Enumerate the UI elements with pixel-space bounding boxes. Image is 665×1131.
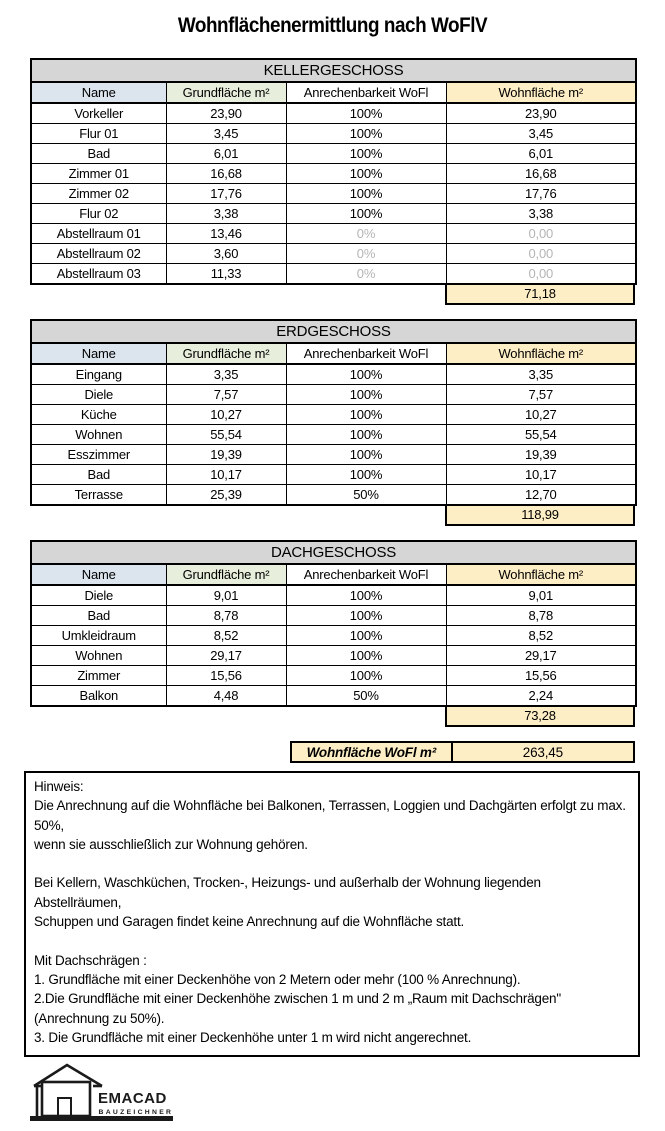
table-row xyxy=(31,445,636,465)
column-header-name: Name xyxy=(31,564,166,585)
cell-anrechenbarkeit: 100% xyxy=(286,666,446,686)
cell-name: Zimmer xyxy=(31,666,166,686)
cell-grundflaeche: 8,78 xyxy=(166,606,286,626)
cell-grundflaeche: 17,76 xyxy=(166,184,286,204)
cell-anrechenbarkeit: 100% xyxy=(286,164,446,184)
table-row xyxy=(31,224,636,244)
cell-anrechenbarkeit: 100% xyxy=(286,425,446,445)
cell-grundflaeche: 11,33 xyxy=(166,264,286,285)
table-row xyxy=(31,686,636,707)
note-line: Bei Kellern, Waschküchen, Trocken-, Heizungs- und außerhalb der Wohnung liegenden Abstellräumen, xyxy=(34,875,544,910)
table-row xyxy=(31,646,636,666)
notes-box xyxy=(24,771,640,1057)
note-line xyxy=(34,854,630,873)
table-row xyxy=(31,364,636,385)
column-header-wohnflaeche: Wohnfläche m² xyxy=(446,343,636,364)
cell-anrechenbarkeit: 100% xyxy=(286,626,446,646)
brand-name: EMACAD xyxy=(98,1090,167,1108)
document-page xyxy=(0,14,665,1131)
floor-table xyxy=(30,540,637,707)
cell-name: Vorkeller xyxy=(31,103,166,124)
cell-anrechenbarkeit: 0% xyxy=(286,224,446,244)
cell-anrechenbarkeit: 100% xyxy=(286,124,446,144)
cell-name: Bad xyxy=(31,465,166,485)
floor-total: 71,18 xyxy=(445,285,635,305)
cell-grundflaeche: 13,46 xyxy=(166,224,286,244)
floor-section-dachgeschoss xyxy=(30,540,635,727)
cell-wohnflaeche: 0,00 xyxy=(446,244,636,264)
cell-name: Zimmer 02 xyxy=(31,184,166,204)
page-title: Wohnflächenermittlung nach WoFlV xyxy=(177,14,488,37)
grand-total-row xyxy=(290,741,635,763)
cell-wohnflaeche: 9,01 xyxy=(446,585,636,606)
floor-banner: DACHGESCHOSS xyxy=(31,541,636,564)
cell-name: Abstellraum 01 xyxy=(31,224,166,244)
floor-total: 118,99 xyxy=(445,506,635,526)
cell-wohnflaeche: 7,57 xyxy=(446,385,636,405)
cell-anrechenbarkeit: 50% xyxy=(286,686,446,707)
table-row xyxy=(31,144,636,164)
cell-wohnflaeche: 15,56 xyxy=(446,666,636,686)
note-line xyxy=(34,931,630,950)
column-header-name: Name xyxy=(31,82,166,103)
table-row xyxy=(31,606,636,626)
table-row xyxy=(31,666,636,686)
cell-anrechenbarkeit: 100% xyxy=(286,385,446,405)
cell-name: Zimmer 01 xyxy=(31,164,166,184)
cell-grundflaeche: 15,56 xyxy=(166,666,286,686)
cell-anrechenbarkeit: 100% xyxy=(286,103,446,124)
cell-grundflaeche: 8,52 xyxy=(166,626,286,646)
floor-banner: KELLERGESCHOSS xyxy=(31,59,636,82)
column-header-wohnflaeche: Wohnfläche m² xyxy=(446,564,636,585)
cell-name: Flur 01 xyxy=(31,124,166,144)
cell-wohnflaeche: 55,54 xyxy=(446,425,636,445)
table-row xyxy=(31,124,636,144)
column-header-grundflaeche: Grundfläche m² xyxy=(166,82,286,103)
cell-grundflaeche: 3,38 xyxy=(166,204,286,224)
cell-anrechenbarkeit: 100% xyxy=(286,204,446,224)
column-header-anrechenbarkeit: Anrechenbarkeit WoFl xyxy=(286,564,446,585)
cell-grundflaeche: 29,17 xyxy=(166,646,286,666)
cell-anrechenbarkeit: 100% xyxy=(286,184,446,204)
cell-name: Terrasse xyxy=(31,485,166,506)
grand-total-value: 263,45 xyxy=(451,741,635,763)
cell-name: Bad xyxy=(31,606,166,626)
cell-wohnflaeche: 12,70 xyxy=(446,485,636,506)
cell-grundflaeche: 10,17 xyxy=(166,465,286,485)
company-logo xyxy=(30,1062,635,1131)
cell-wohnflaeche: 0,00 xyxy=(446,264,636,285)
cell-wohnflaeche: 0,00 xyxy=(446,224,636,244)
cell-grundflaeche: 19,39 xyxy=(166,445,286,465)
column-header-wohnflaeche: Wohnfläche m² xyxy=(446,82,636,103)
cell-wohnflaeche: 17,76 xyxy=(446,184,636,204)
column-header-grundflaeche: Grundfläche m² xyxy=(166,564,286,585)
table-row xyxy=(31,244,636,264)
cell-grundflaeche: 23,90 xyxy=(166,103,286,124)
column-header-grundflaeche: Grundfläche m² xyxy=(166,343,286,364)
cell-grundflaeche: 6,01 xyxy=(166,144,286,164)
note-line: Mit Dachschrägen : xyxy=(34,952,147,968)
cell-name: Umkleidraum xyxy=(31,626,166,646)
cell-anrechenbarkeit: 0% xyxy=(286,264,446,285)
note-line: 1. Grundfläche mit einer Deckenhöhe von 2 Metern oder mehr (100 % Anrechnung). xyxy=(34,971,521,987)
table-row xyxy=(31,184,636,204)
cell-wohnflaeche: 6,01 xyxy=(446,144,636,164)
note-line: (Anrechnung zu 50%). xyxy=(34,1010,165,1026)
cell-wohnflaeche: 2,24 xyxy=(446,686,636,707)
column-header-anrechenbarkeit: Anrechenbarkeit WoFl xyxy=(286,82,446,103)
column-header-anrechenbarkeit: Anrechenbarkeit WoFl xyxy=(286,343,446,364)
cell-name: Abstellraum 03 xyxy=(31,264,166,285)
cell-anrechenbarkeit: 100% xyxy=(286,606,446,626)
table-row xyxy=(31,204,636,224)
cell-name: Bad xyxy=(31,144,166,164)
cell-wohnflaeche: 19,39 xyxy=(446,445,636,465)
floor-total: 73,28 xyxy=(445,707,635,727)
cell-wohnflaeche: 10,17 xyxy=(446,465,636,485)
cell-grundflaeche: 9,01 xyxy=(166,585,286,606)
cell-anrechenbarkeit: 100% xyxy=(286,405,446,425)
cell-name: Wohnen xyxy=(31,646,166,666)
table-row xyxy=(31,485,636,506)
note-line: wenn sie ausschließlich zur Wohnung gehören. xyxy=(34,836,308,852)
cell-grundflaeche: 55,54 xyxy=(166,425,286,445)
note-line: Hinweis: xyxy=(34,779,84,794)
cell-grundflaeche: 7,57 xyxy=(166,385,286,405)
table-row xyxy=(31,425,636,445)
note-line: Die Anrechnung auf die Wohnfläche bei Balkonen, Terrassen, Loggien und Dachgärten erfolgt zu max. 50%, xyxy=(34,798,630,833)
cell-grundflaeche: 4,48 xyxy=(166,686,286,707)
cell-name: Abstellraum 02 xyxy=(31,244,166,264)
cell-name: Esszimmer xyxy=(31,445,166,465)
note-line: Schuppen und Garagen findet keine Anrechnung auf die Wohnfläche statt. xyxy=(34,914,465,930)
floor-section-kellergeschoss xyxy=(30,58,635,305)
cell-grundflaeche: 3,35 xyxy=(166,364,286,385)
brand-subtitle: BAUZEICHNER xyxy=(98,1109,174,1117)
floor-banner: ERDGESCHOSS xyxy=(31,320,636,343)
floor-table xyxy=(30,319,637,506)
cell-wohnflaeche: 29,17 xyxy=(446,646,636,666)
cell-wohnflaeche: 16,68 xyxy=(446,164,636,184)
floor-section-erdgeschoss xyxy=(30,319,635,526)
cell-anrechenbarkeit: 100% xyxy=(286,445,446,465)
grand-total-label: Wohnfläche WoFl m² xyxy=(290,741,453,763)
cell-wohnflaeche: 8,78 xyxy=(446,606,636,626)
cell-grundflaeche: 16,68 xyxy=(166,164,286,184)
table-row xyxy=(31,385,636,405)
cell-anrechenbarkeit: 100% xyxy=(286,144,446,164)
cell-name: Diele xyxy=(31,585,166,606)
table-row xyxy=(31,405,636,425)
cell-anrechenbarkeit: 100% xyxy=(286,364,446,385)
cell-name: Flur 02 xyxy=(31,204,166,224)
cell-name: Küche xyxy=(31,405,166,425)
table-row xyxy=(31,103,636,124)
cell-wohnflaeche: 3,45 xyxy=(446,124,636,144)
cell-wohnflaeche: 8,52 xyxy=(446,626,636,646)
cell-grundflaeche: 3,60 xyxy=(166,244,286,264)
table-row xyxy=(31,164,636,184)
cell-anrechenbarkeit: 100% xyxy=(286,646,446,666)
column-header-name: Name xyxy=(31,343,166,364)
table-row xyxy=(31,585,636,606)
floor-table xyxy=(30,58,637,285)
cell-name: Diele xyxy=(31,385,166,405)
cell-grundflaeche: 10,27 xyxy=(166,405,286,425)
cell-anrechenbarkeit: 0% xyxy=(286,244,446,264)
cell-wohnflaeche: 3,38 xyxy=(446,204,636,224)
cell-anrechenbarkeit: 50% xyxy=(286,485,446,506)
cell-grundflaeche: 25,39 xyxy=(166,485,286,506)
cell-wohnflaeche: 3,35 xyxy=(446,364,636,385)
note-line: 2.Die Grundfläche mit einer Deckenhöhe zwischen 1 m und 2 m „Raum mit Dachschrägen" xyxy=(34,991,561,1007)
cell-name: Eingang xyxy=(31,364,166,385)
table-row xyxy=(31,264,636,285)
table-row xyxy=(31,465,636,485)
cell-grundflaeche: 3,45 xyxy=(166,124,286,144)
note-line: 3. Die Grundfläche mit einer Deckenhöhe unter 1 m wird nicht angerechnet. xyxy=(34,1029,472,1045)
cell-name: Balkon xyxy=(31,686,166,707)
cell-name: Wohnen xyxy=(31,425,166,445)
cell-anrechenbarkeit: 100% xyxy=(286,585,446,606)
cell-wohnflaeche: 23,90 xyxy=(446,103,636,124)
cell-wohnflaeche: 10,27 xyxy=(446,405,636,425)
cell-anrechenbarkeit: 100% xyxy=(286,465,446,485)
table-row xyxy=(31,626,636,646)
house-icon xyxy=(30,1062,210,1126)
